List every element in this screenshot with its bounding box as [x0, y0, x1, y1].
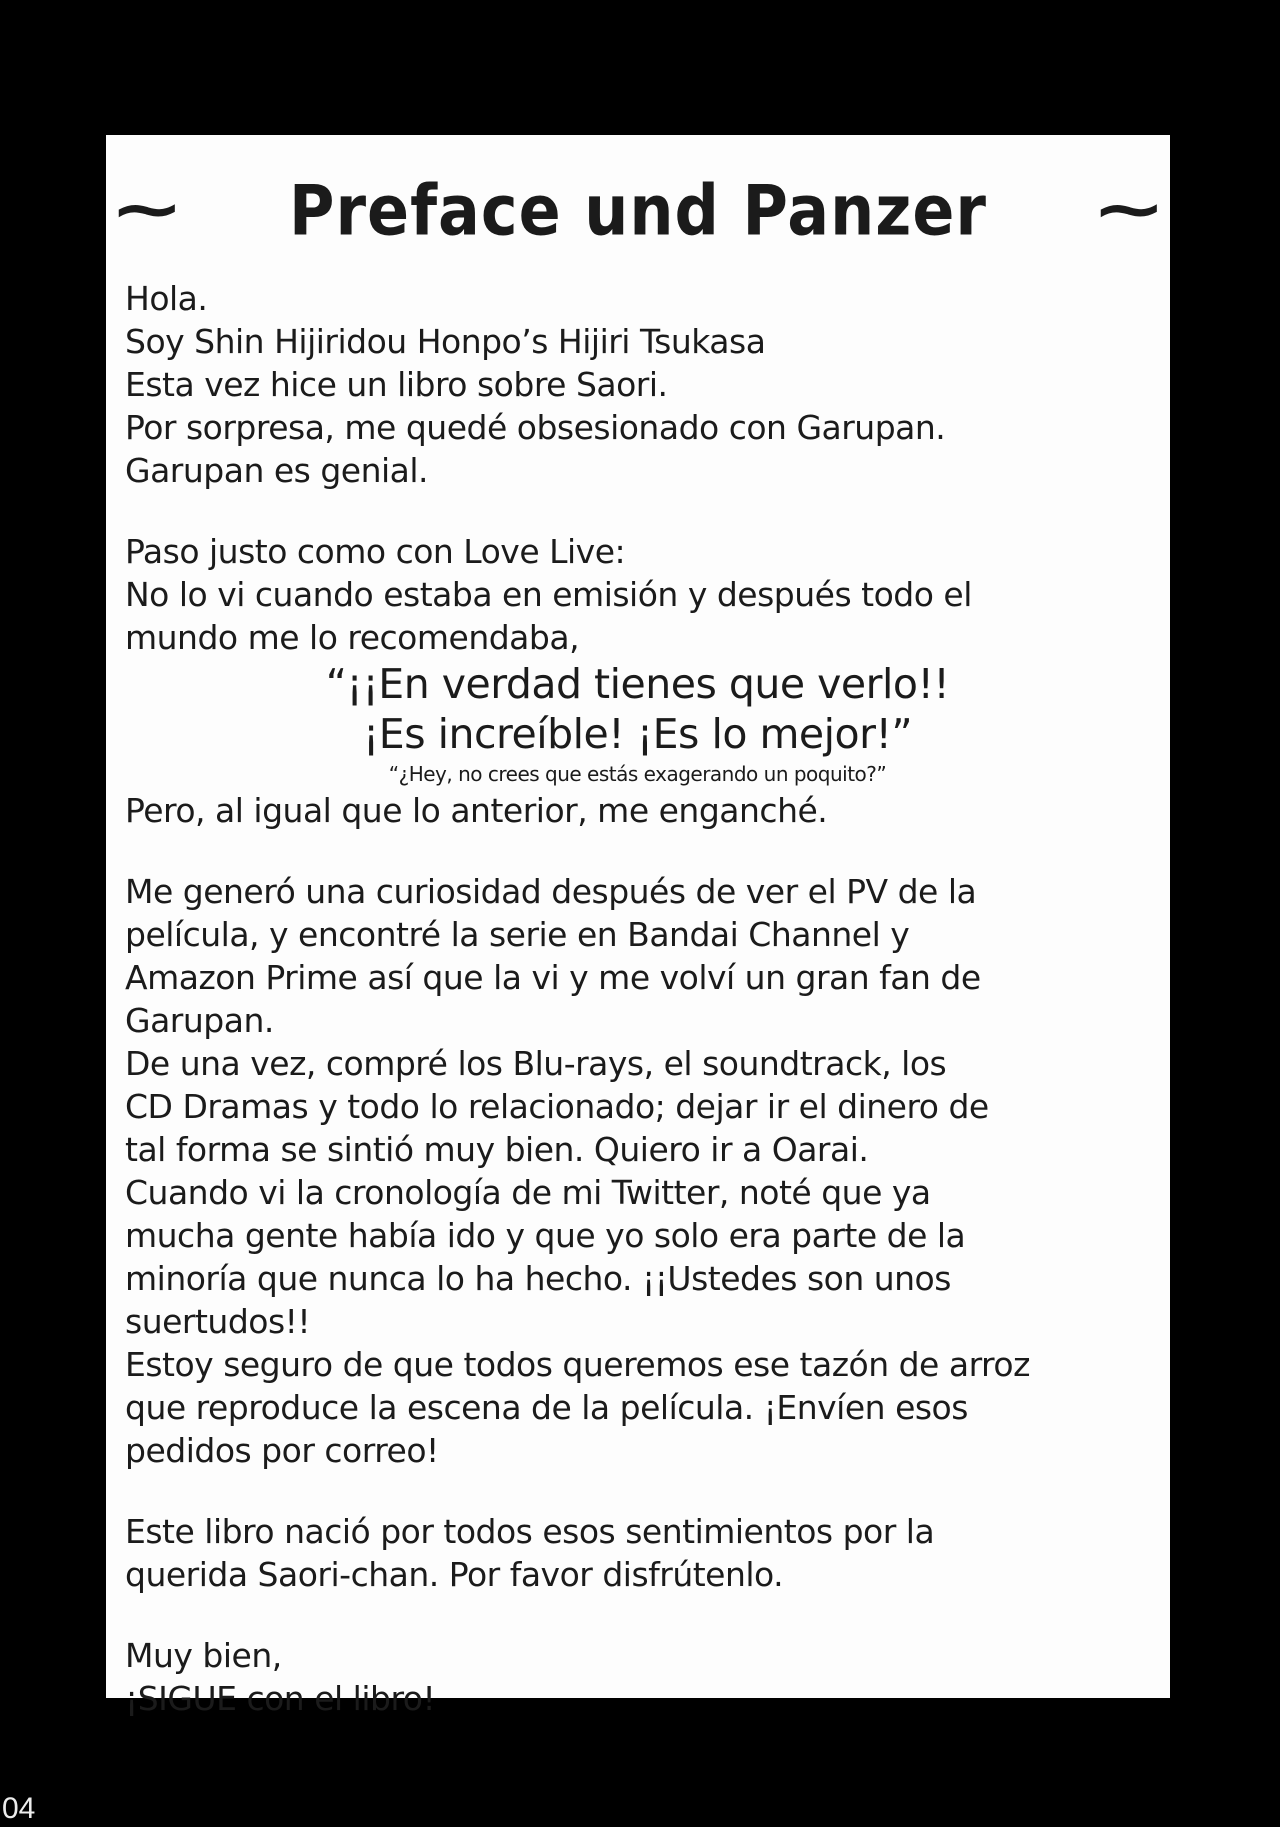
text-line [125, 832, 1150, 870]
squiggle-left-icon: ~ [109, 173, 185, 247]
text-line: Garupan es genial. [125, 451, 429, 490]
text-line: Estoy seguro de que todos queremos ese tazón de arroz [125, 1345, 1030, 1384]
squiggle-right-icon: ~ [1091, 173, 1167, 247]
text-line: Hola. [125, 279, 208, 318]
text-line: ¡Es increíble! ¡Es lo mejor!” [362, 710, 913, 758]
text-line: Paso justo como con Love Live: [125, 532, 626, 571]
text-line: Muy bien, [125, 1636, 282, 1675]
text-line: Garupan. [125, 1001, 274, 1040]
text-line: mundo me lo recomendaba, [125, 618, 580, 657]
page-body [106, 267, 1170, 1720]
text-line: Me generó una curiosidad después de ver el PV de la [125, 872, 977, 911]
text-line: Este libro nació por todos esos sentimientos por la [125, 1512, 935, 1551]
text-line: Amazon Prime así que la vi y me volví un gran fan de [125, 958, 981, 997]
text-line: Soy Shin Hijiridou Honpo’s Hijiri Tsukasa [125, 322, 766, 361]
page-number: 04 [2, 1792, 36, 1825]
text-line: No lo vi cuando estaba en emisión y después todo el [125, 575, 972, 614]
text-line: “¿Hey, no crees que estás exagerando un poquito?” [388, 762, 887, 786]
text-line: Por sorpresa, me quedé obsesionado con Garupan. [125, 408, 946, 447]
text-line: tal forma se sintió muy bien. Quiero ir a Oarai. [125, 1130, 869, 1169]
text-line: suertudos!! [125, 1302, 311, 1341]
text-line: CD Dramas y todo lo relacionado; dejar ir el dinero de [125, 1087, 989, 1126]
text-line: querida Saori-chan. Por favor disfrútenlo. [125, 1555, 784, 1594]
text-line: ¡SIGUE con el libro! [125, 1679, 436, 1718]
text-line [125, 492, 1150, 530]
text-line: película, y encontré la serie en Bandai Channel y [125, 915, 910, 954]
text-line [125, 1596, 1150, 1634]
page-header [106, 135, 1170, 267]
text-line: mucha gente había ido y que yo solo era parte de la [125, 1216, 966, 1255]
text-line: que reproduce la escena de la película. ¡Envíen esos [125, 1388, 968, 1427]
text-line: “¡¡En verdad tienes que verlo!! [325, 660, 950, 708]
page-title: Preface und Panzer [289, 169, 987, 251]
text-line: Esta vez hice un libro sobre Saori. [125, 365, 668, 404]
text-line [125, 1472, 1150, 1510]
text-line: De una vez, compré los Blu-rays, el soundtrack, los [125, 1044, 947, 1083]
text-line: minoría que nunca lo ha hecho. ¡¡Ustedes son unos [125, 1259, 951, 1298]
scan-page [106, 135, 1170, 1718]
text-line: Pero, al igual que lo anterior, me enganché. [125, 791, 828, 830]
text-line: pedidos por correo! [125, 1431, 439, 1470]
text-line: Cuando vi la cronología de mi Twitter, noté que ya [125, 1173, 931, 1212]
